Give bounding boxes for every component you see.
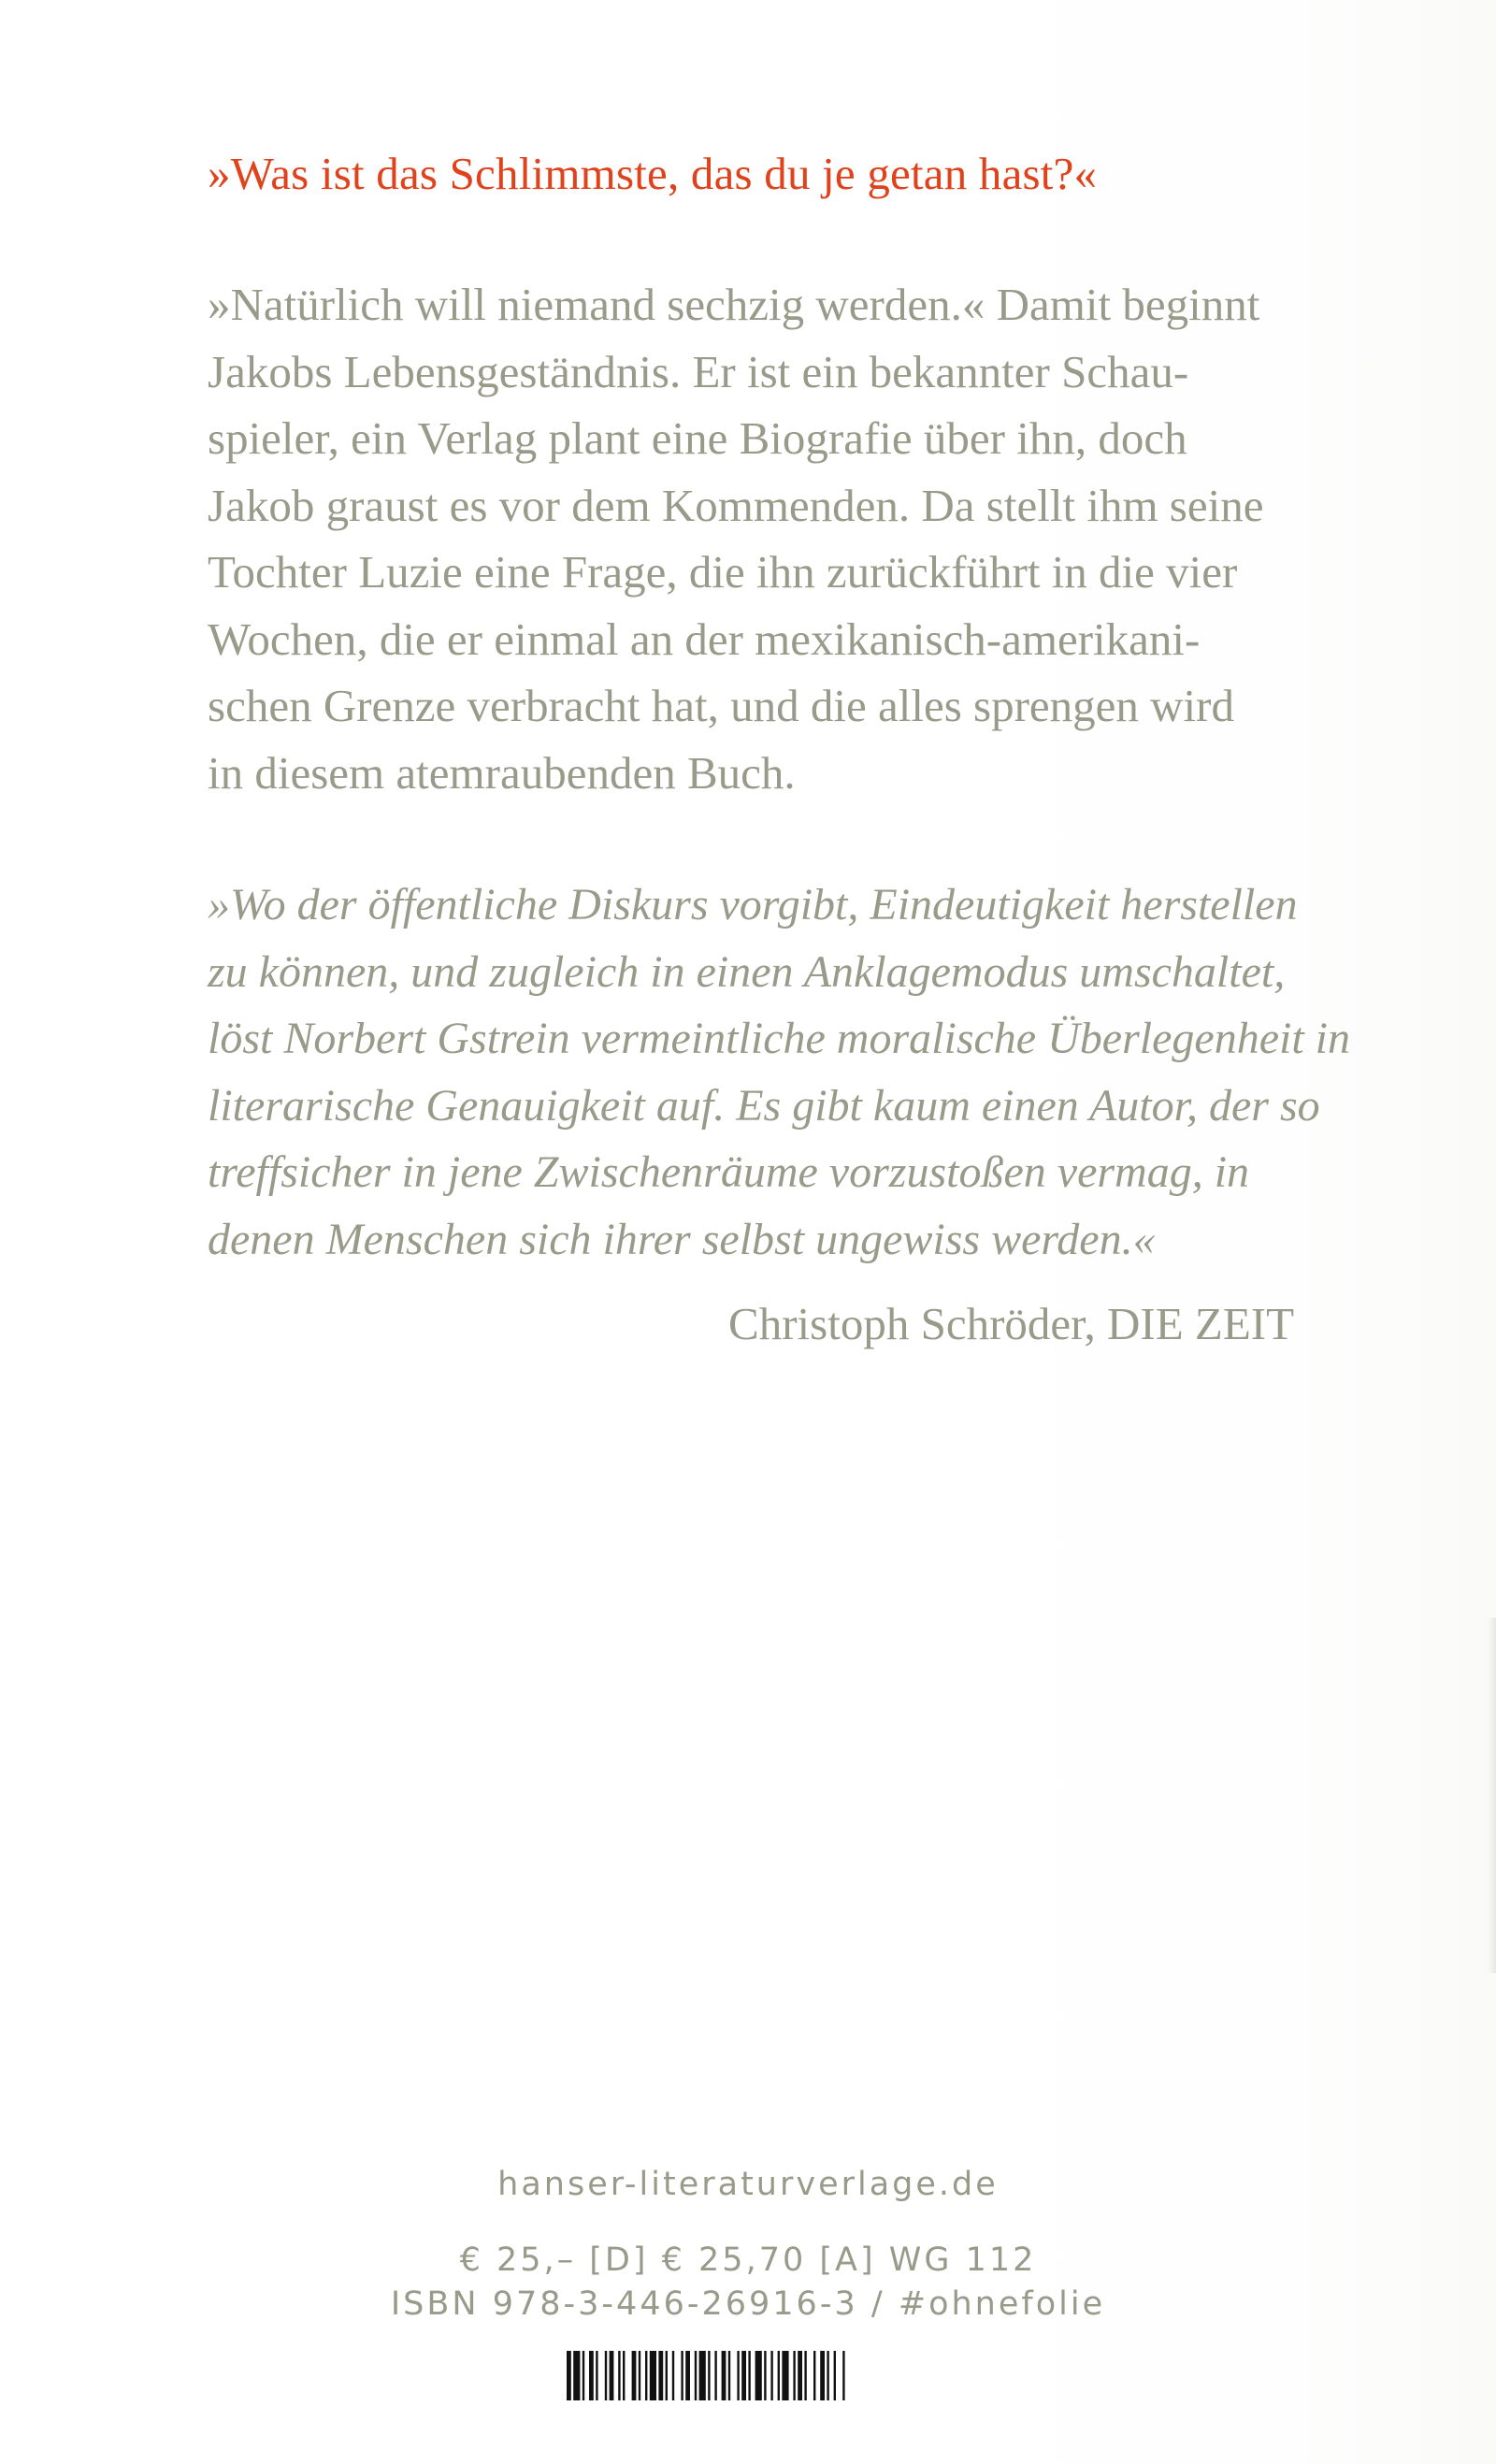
book-blurb: »Natürlich will niemand sechzig werden.« Damit beginnt Jakobs Lebensgeständnis. Er ist ein bekannter Schau- spieler, ein Verlag plant eine Biografie über ihn, doch Jakob graust es vor dem Kommenden. Da stellt ihm seine Tochter Luzie eine Frage, die ihn zurückführt in die vier Wochen, die er einmal an der mexikanisch-amerikani- schen Grenze verbracht hat, und die alles sprengen wird in diesem atemraubenden Buch. <box>208 279 1264 799</box>
isbn-line: ISBN 978-3-446-26916-3 / #ohnefolie <box>390 2285 1106 2323</box>
review-source: Christoph Schröder, DIE ZEIT <box>728 1298 1294 1349</box>
barcode-icon <box>524 2347 996 2400</box>
cover-text <box>208 140 1376 1357</box>
review-quote: »Wo der öffentliche Diskurs vorgibt, Eindeutigkeit herstellen zu können, und zugleich in einen Anklagemodus umschaltet, löst Norbert Gstrein vermeintliche moralische Überlegenheit in literarische Genauigkeit auf. Es gibt kaum einen Autor, der so treffsicher in jene Zwischenräume vorzustoßen vermag, in denen Menschen sich ihrer selbst ungewiss werden.« <box>208 880 1351 1264</box>
barcode-graphic <box>524 2347 996 2400</box>
price-line: € 25,– [D] € 25,70 [A] WG 112 <box>459 2241 1037 2279</box>
headline-question: »Was ist das Schlimmste, das du je getan hast?« <box>208 148 1098 199</box>
publisher-website: hanser-literaturverlage.de <box>497 2166 999 2203</box>
page-edge-shadow <box>1487 1618 1496 1973</box>
